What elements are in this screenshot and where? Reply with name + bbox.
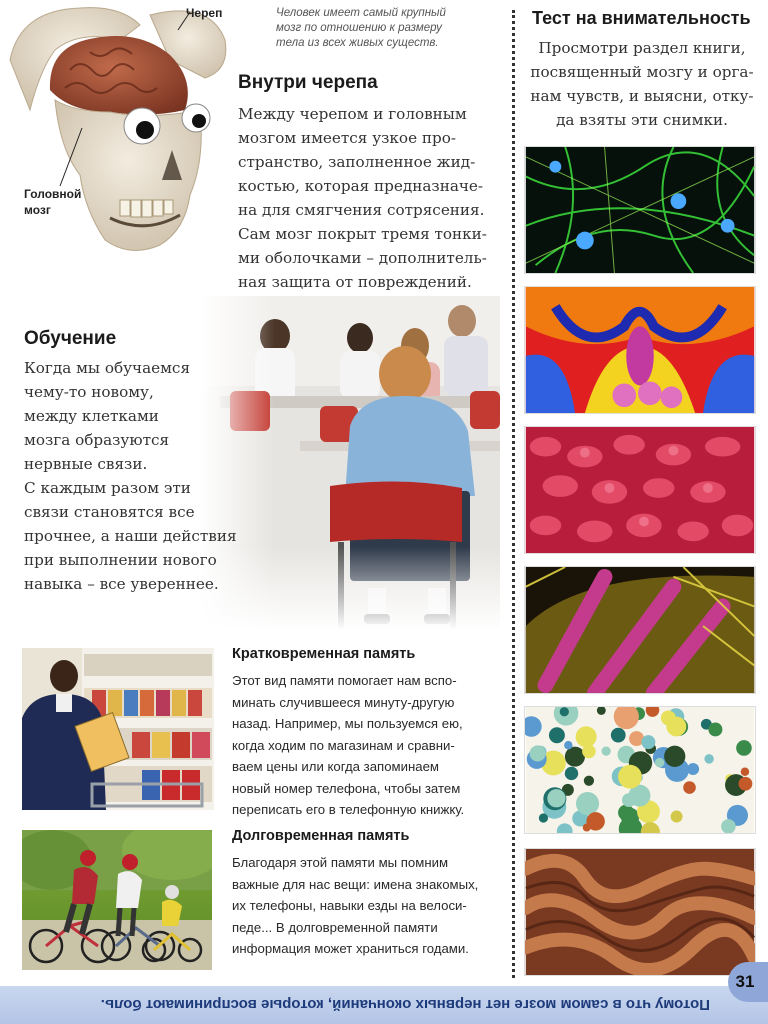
inside-skull-line: костью, которая предназначе- — [238, 177, 484, 195]
skull-caption-line: тела из всех живых существ. — [276, 37, 439, 49]
short-memory-line: переписать его в телефонную книжку. — [232, 802, 465, 817]
dot — [708, 722, 722, 736]
long-memory-line: их телефоны, навыки езды на велоси- — [232, 898, 467, 913]
dot — [611, 728, 626, 743]
brain-label — [24, 186, 81, 218]
dot — [539, 813, 548, 822]
dot — [549, 727, 565, 743]
short-memory-line: когда ходим по магазинам и сравни- — [232, 737, 455, 753]
learning-line: чему-то новому, — [24, 383, 154, 401]
skull-caption-line: Человек имеет самый крупный — [276, 7, 446, 19]
dot — [671, 811, 683, 823]
dot — [586, 812, 605, 831]
inside-skull-text — [238, 102, 506, 294]
skull-label: Череп — [186, 6, 223, 20]
footer-fact: Потому что в самом мозге нет нервных окончаний, которые воспринимают боль. — [100, 996, 710, 1013]
rods-image — [524, 566, 756, 694]
long-memory-title: Долговременная память — [232, 828, 410, 844]
short-memory-line: минать случившееся минуту-другую — [232, 694, 455, 710]
dot — [721, 819, 736, 834]
learning-line: нервные связи. — [24, 455, 148, 473]
learning-title: Обучение — [24, 328, 117, 349]
long-memory-line: педе... В долговременной памяти — [232, 919, 438, 935]
skull-caption — [276, 6, 506, 51]
dot — [618, 765, 642, 789]
dot — [560, 707, 569, 716]
learning-line: Когда мы обучаемся — [24, 359, 191, 377]
dot — [597, 706, 606, 715]
skull-caption-line: мозг по отношению к размеру — [276, 22, 442, 34]
brain-label-line-2: мозг — [24, 203, 51, 217]
quiz-line: Просмотри раздел книги, — [538, 39, 746, 57]
quiz-text — [524, 36, 760, 132]
learning-line: при выполнении нового — [24, 551, 217, 569]
brain-folds-image — [524, 848, 756, 976]
dot — [704, 754, 713, 763]
short-memory-text — [232, 670, 504, 821]
long-memory-text — [232, 852, 504, 960]
inside-skull-line: ная защита от повреждений. — [238, 273, 472, 291]
quiz-line: да взяты эти снимки. — [556, 111, 728, 129]
dot — [739, 777, 753, 791]
page-number: 31 — [728, 962, 768, 1002]
short-memory-line: назад. Например, мы пользуемся ею, — [232, 716, 463, 731]
neurons-image — [524, 146, 756, 274]
inside-skull-line: Сам мозг покрыт тремя тонки- — [238, 225, 487, 243]
dot — [666, 716, 686, 736]
short-memory-line: Этот вид памяти помогает нам вспо- — [232, 673, 457, 688]
thermal-scan-image — [524, 286, 756, 414]
learning-line: С каждым разом эти — [24, 479, 191, 497]
dot — [565, 747, 585, 767]
long-memory-line: Благодаря этой памяти мы помним — [232, 855, 449, 870]
dot — [564, 741, 572, 749]
skull-brain-illustration — [0, 0, 232, 262]
dot — [582, 745, 596, 759]
dot — [664, 746, 685, 767]
inside-skull-line: странство, заполненное жид- — [238, 153, 476, 171]
learning-line: связи становятся все — [24, 503, 195, 521]
long-memory-line: важные для нас вещи: имена знакомых, — [232, 876, 479, 892]
long-memory-line: информация может храниться годами. — [232, 941, 469, 956]
dot — [576, 792, 599, 815]
dot — [602, 746, 611, 755]
dot — [736, 740, 752, 756]
inside-skull-line: ми оболочками – дополнитель- — [238, 249, 487, 267]
learning-line: мозга образуются — [24, 431, 170, 449]
inside-skull-line: мозгом имеется узкое про- — [238, 129, 457, 147]
dots-image — [524, 706, 756, 834]
column-divider — [512, 10, 515, 978]
quiz-title: Тест на внимательность — [532, 8, 751, 28]
dot — [687, 763, 699, 775]
dot — [741, 768, 749, 776]
dot — [565, 767, 578, 780]
inside-skull-line: на для смягчения сотрясения. — [238, 201, 485, 219]
dot — [584, 776, 594, 786]
dot — [655, 758, 664, 767]
dot — [683, 781, 696, 794]
cyclists-photo — [22, 830, 212, 970]
supermarket-photo — [22, 648, 214, 810]
learning-line: прочнее, а наши действия — [24, 527, 237, 545]
dot — [576, 726, 597, 747]
red-cells-image — [524, 426, 756, 554]
short-memory-line: новый номер телефона, чтобы затем — [232, 780, 461, 796]
inside-skull-title: Внутри черепа — [238, 72, 378, 93]
brain-label-line-1: Головной — [24, 187, 82, 201]
learning-text — [24, 356, 264, 596]
short-memory-line: ваем цены или когда запоминаем — [232, 759, 439, 774]
learning-line: навыка – все увереннее. — [24, 575, 219, 593]
dot — [530, 745, 546, 761]
dot — [641, 735, 655, 749]
learning-line: между клетками — [24, 407, 159, 425]
short-memory-title: Кратковременная память — [232, 646, 416, 662]
dot — [547, 789, 565, 807]
quiz-line: нам чувств, и выясни, отку- — [530, 87, 754, 105]
inside-skull-line: Между черепом и головным — [238, 105, 467, 123]
quiz-line: посвященный мозгу и орга- — [530, 63, 754, 81]
